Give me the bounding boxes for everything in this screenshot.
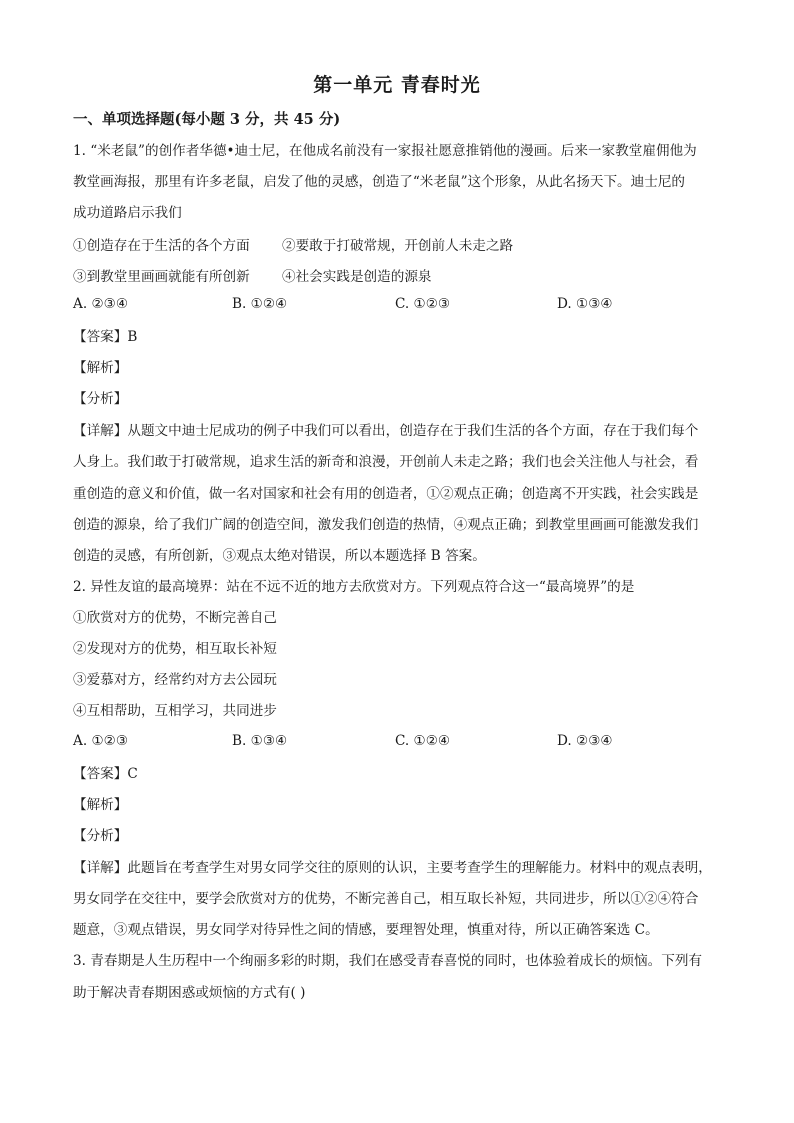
q2-option-c: C. ①②④ bbox=[395, 733, 451, 749]
q1-stem-line-3: 成功道路启示我们 bbox=[73, 205, 182, 221]
q2-jiexi: 【解析】 bbox=[73, 797, 128, 813]
q2-option-b: B. ①③④ bbox=[232, 733, 288, 749]
q2-item-2: ②发现对方的优势，相互取长补短 bbox=[73, 641, 277, 657]
q1-option-a: A. ②③④ bbox=[73, 296, 129, 312]
q2-detail-line-2: 男女同学在交往中，要学会欣赏对方的优势，不断完善自己，相互取长补短，共同进步，所以①②④符合 bbox=[73, 891, 699, 907]
q1-fenxi: 【分析】 bbox=[73, 391, 128, 407]
q2-fenxi: 【分析】 bbox=[73, 828, 128, 844]
q3-stem-line-1: 3. 青春期是人生历程中一个绚丽多彩的时期，我们在感受青春喜悦的同时，也体验着成长的烦恼。下列有 bbox=[73, 953, 703, 969]
q1-item-3: ③到教堂里画画就能有所创新 bbox=[73, 269, 250, 285]
q1-detail-line-5: 创造的灵感，有所创新，③观点太绝对错误，所以本题选择 B 答案。 bbox=[73, 548, 486, 564]
q2-item-3: ③爱慕对方，经常约对方去公园玩 bbox=[73, 672, 277, 688]
q2-option-d: D. ②③④ bbox=[557, 733, 613, 749]
q1-option-d: D. ①③④ bbox=[557, 296, 613, 312]
q1-stem-line-2: 教堂画海报，那里有许多老鼠，启发了他的灵感，创造了“米老鼠”这个形象，从此名扬天下。迪士尼的 bbox=[73, 174, 686, 190]
q2-item-4: ④互相帮助，互相学习，共同进步 bbox=[73, 703, 277, 719]
q1-detail-line-4: 创造的源泉，给了我们广阔的创造空间，激发我们创造的热情，④观点正确；到教堂里画画可能激发我们 bbox=[73, 517, 699, 533]
q2-stem: 2. 异性友谊的最高境界：站在不远不近的地方去欣赏对方。下列观点符合这一“最高境界”的是 bbox=[73, 579, 635, 595]
q2-detail-line-3: 题意，③观点错误，男女同学对待异性之间的情感，要理智处理，慎重对待，所以正确答案选 C。 bbox=[73, 922, 659, 938]
q2-item-1: ①欣赏对方的优势，不断完善自己 bbox=[73, 610, 277, 626]
q1-detail-line-2: 人身上。我们敢于打破常规，追求生活的新奇和浪漫，开创前人未走之路；我们也会关注他人与社会，看 bbox=[73, 454, 699, 470]
q2-option-a: A. ①②③ bbox=[73, 733, 129, 749]
q2-answer: 【答案】C bbox=[73, 766, 138, 782]
q1-stem-line-1: 1. “米老鼠”的创作者华德•迪士尼，在他成名前没有一家报社愿意推销他的漫画。后来一家教堂雇佣他为 bbox=[73, 143, 697, 159]
q1-option-b: B. ①②④ bbox=[232, 296, 288, 312]
q1-item-4: ④社会实践是创造的源泉 bbox=[282, 269, 432, 285]
page-title: 第一单元 青春时光 bbox=[313, 74, 481, 96]
q1-detail-line-3: 重创造的意义和价值，做一名对国家和社会有用的创造者，①②观点正确；创造离不开实践，社会实践是 bbox=[73, 486, 699, 502]
q1-detail-line-1: 【详解】从题文中迪士尼成功的例子中我们可以看出，创造存在于我们生活的各个方面，存在于我们每个 bbox=[73, 423, 699, 439]
q2-detail-line-1: 【详解】此题旨在考查学生对男女同学交往的原则的认识，主要考查学生的理解能力。材料中的观点表明， bbox=[73, 860, 712, 876]
q3-stem-line-2: 助于解决青春期困惑或烦恼的方式有( ) bbox=[73, 985, 306, 1001]
section-heading: 一、单项选择题(每小题 3 分，共 45 分) bbox=[73, 111, 341, 128]
q1-jiexi: 【解析】 bbox=[73, 360, 128, 376]
q1-option-c: C. ①②③ bbox=[395, 296, 451, 312]
q1-item-1: ①创造存在于生活的各个方面 bbox=[73, 238, 250, 254]
q1-item-2: ②要敢于打破常规，开创前人未走之路 bbox=[282, 238, 514, 254]
q1-answer: 【答案】B bbox=[73, 329, 138, 345]
